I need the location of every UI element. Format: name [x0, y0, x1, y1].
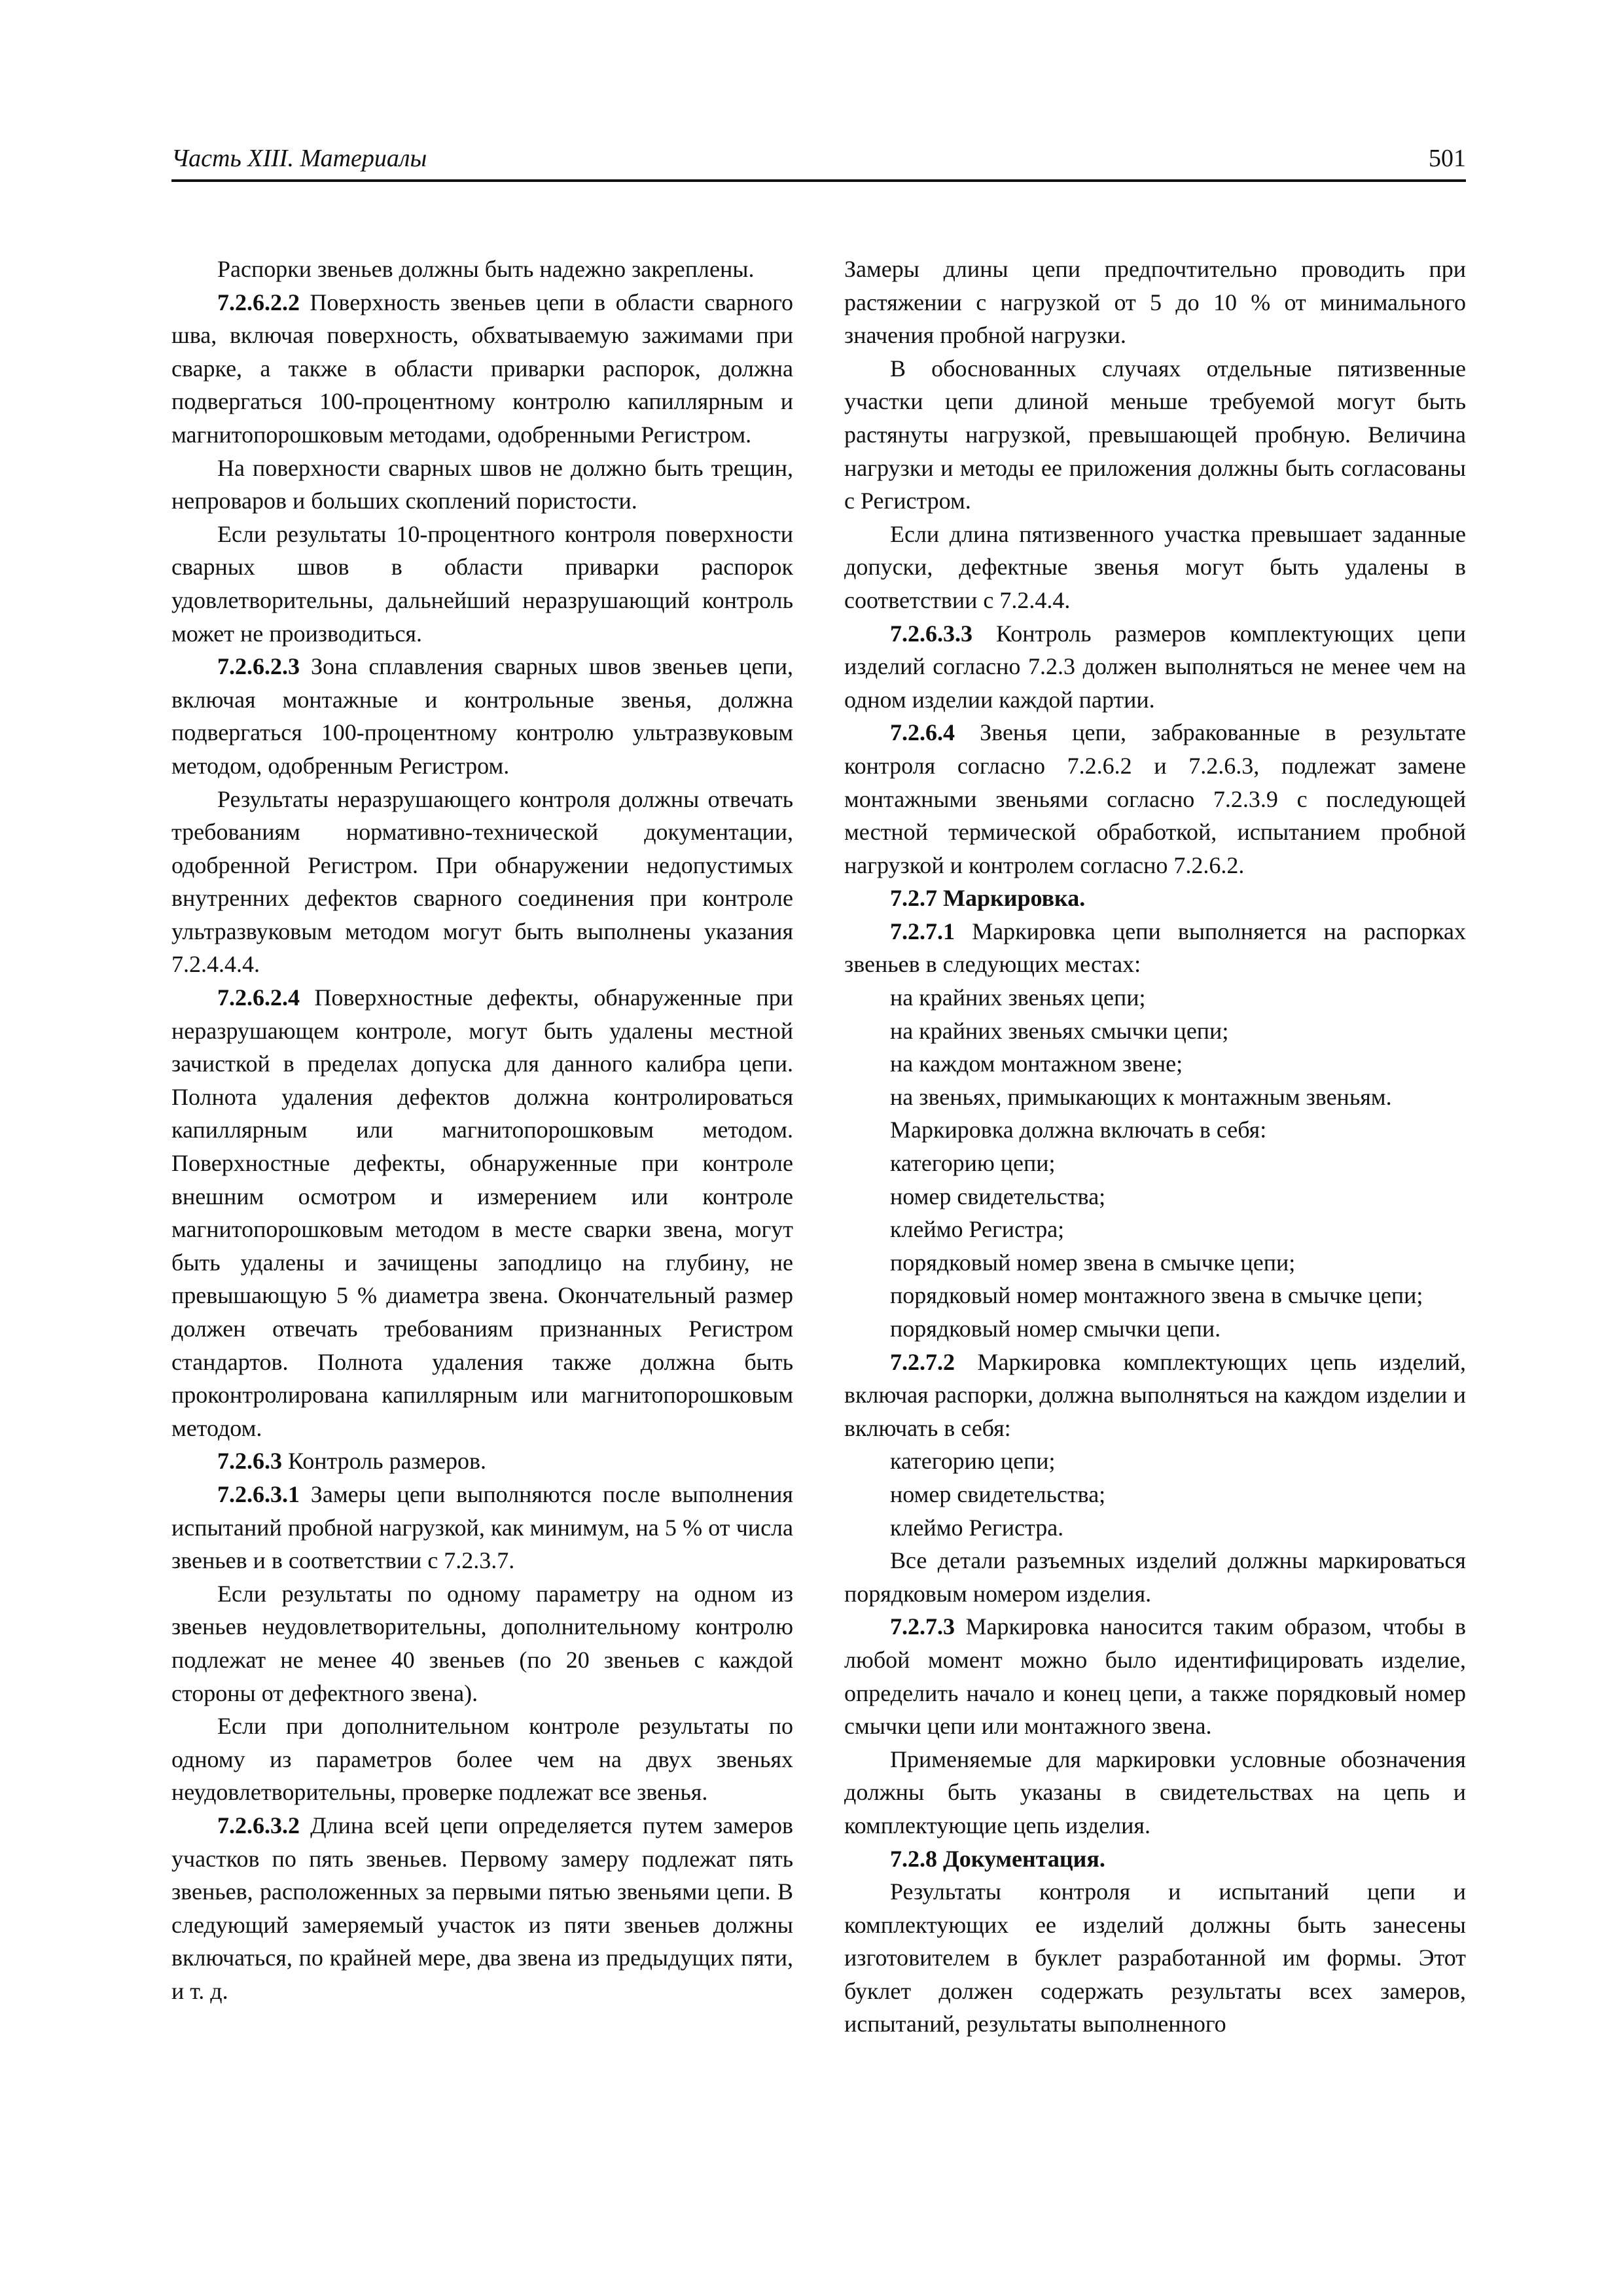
paragraph-text: на звеньях, примыкающих к монтажным звеньям.: [890, 1083, 1392, 1110]
clause-number: 7.2.6.2.2: [217, 289, 300, 315]
paragraph: [171, 1577, 793, 1710]
clause-number: 7.2.7.1: [890, 918, 955, 944]
list-item: [844, 1478, 1466, 1511]
paragraph-text: на крайних звеньях смычки цепи;: [890, 1017, 1229, 1044]
list-item: [844, 1014, 1466, 1048]
paragraph: [844, 352, 1466, 518]
paragraph: [844, 1544, 1466, 1610]
paragraph: [844, 253, 1466, 352]
paragraph-text: порядковый номер смычки цепи.: [890, 1316, 1221, 1342]
paragraph: [171, 1478, 793, 1577]
list-item: [844, 1246, 1466, 1280]
paragraph-text: на крайних звеньях цепи;: [890, 984, 1146, 1011]
paragraph-text: на каждом монтажном звене;: [890, 1050, 1183, 1077]
list-item: [844, 1147, 1466, 1180]
list-item: [844, 1113, 1466, 1147]
paragraph-text: Если результаты 10-процентного контроля поверхности сварных швов в области приварки распорок удовлетворительны, дальнейший неразрушающий контроль может не производиться.: [171, 520, 793, 647]
paragraph: [171, 783, 793, 982]
clause-number: 7.2.6.2.4: [217, 984, 300, 1011]
paragraph: [844, 915, 1466, 981]
paragraph-text: Если длина пятизвенного участка превышает заданные допуски, дефектные звенья могут быть удалены в соответствии с 7.2.4.4.: [844, 520, 1466, 613]
paragraph-text: Контроль размеров комплектующих цепи изделий согласно 7.2.3 должен выполняться не менее чем на одном изделии каждой партии.: [844, 620, 1466, 713]
paragraph-text: Все детали разъемных изделий должны маркироваться порядковым номером изделия.: [844, 1547, 1466, 1607]
paragraph: [844, 518, 1466, 617]
paragraph-text: Поверхностные дефекты, обнаруженные при неразрушающем контроле, могут быть удалены местной зачисткой в пределах допуска для данного калибра цепи. Полнота удаления дефектов должна контролироваться капиллярным или магнитопорошковым методом. Поверхностные дефекты, обнаруженные при контроле внешним осмотром и измерением или контроле магнитопорошковым методом в месте сварки звена, могут быть удалены и зачищены заподлицо на глубину, не превышающую 5 % диаметра звена. Окончательный размер должен отвечать требованиям признанных Регистром стандартов. Полнота удаления также должна быть проконтролирована капиллярным или магнитопорошковым методом.: [171, 984, 793, 1441]
paragraph: [171, 452, 793, 518]
paragraph: [844, 617, 1466, 717]
paragraph-text: категорию цепи;: [890, 1448, 1056, 1475]
paragraph: [171, 286, 793, 452]
list-item: [844, 981, 1466, 1014]
paragraph: [844, 1610, 1466, 1742]
paragraph: [171, 650, 793, 782]
paragraph: [844, 716, 1466, 882]
paragraph-text: Если при дополнительном контроле результаты по одному из параметров более чем на двух звеньях неудовлетворительны, проверке подлежат все звенья.: [171, 1713, 793, 1806]
clause-number: 7.2.6.3.2: [217, 1812, 300, 1839]
paragraph-text: Звенья цепи, забракованные в результате контроля согласно 7.2.6.2 и 7.2.6.3, подлежат замене монтажными звеньями согласно 7.2.3.9 с последующей местной термической обработкой, испытанием пробной нагрузкой и контролем согласно 7.2.6.2.: [844, 719, 1466, 878]
paragraph-text: Маркировка должна включать в себя:: [890, 1117, 1267, 1143]
paragraph-text: Поверхность звеньев цепи в области сварного шва, включая поверхность, обхватываемую зажимами при сварке, а также в области приварки распорок, должна подвергаться 100-процентному контролю капиллярным и магнитопорошковым методами, одобренными Регистром.: [171, 289, 793, 448]
paragraph: [171, 518, 793, 650]
list-item: [844, 1047, 1466, 1081]
paragraph: [844, 1346, 1466, 1445]
paragraph-text: порядковый номер монтажного звена в смычке цепи;: [890, 1282, 1423, 1309]
paragraph-text: номер свидетельства;: [890, 1183, 1106, 1210]
paragraph-text: Если результаты по одному параметру на одном из звеньев неудовлетворительны, дополнительному контролю подлежат не менее 40 звеньев (по 20 звеньев с каждой стороны от дефектного звена).: [171, 1580, 793, 1706]
paragraph: [171, 1809, 793, 2008]
paragraph-text: Зона сплавления сварных швов звеньев цепи, включая монтажные и контрольные звенья, должна подвергаться 100-процентному контролю ультразвуковым методом, одобренным Регистром.: [171, 653, 793, 779]
clause-number: 7.2.6.3.3: [890, 620, 972, 647]
paragraph: [171, 981, 793, 1444]
paragraph: [171, 253, 793, 286]
paragraph: [844, 882, 1466, 915]
paragraph-text: порядковый номер звена в смычке цепи;: [890, 1249, 1296, 1276]
left-column: [171, 253, 793, 2007]
list-item: [844, 1312, 1466, 1346]
paragraph-text: категорию цепи;: [890, 1150, 1056, 1177]
paragraph: [844, 1743, 1466, 1842]
paragraph-text: Результаты неразрушающего контроля должны отвечать требованиям нормативно-технической документации, одобренной Регистром. При обнаружении недопустимых внутренних дефектов сварного соединения при контроле ультразвуковым методом могут быть выполнены указания 7.2.4.4.4.: [171, 785, 793, 978]
page-number: 501: [1429, 145, 1466, 172]
paragraph: [844, 1081, 1466, 1114]
clause-number: 7.2.7 Маркировка.: [890, 885, 1086, 912]
paragraph: [171, 1444, 793, 1478]
paragraph: [844, 1842, 1466, 1876]
paragraph: [171, 1710, 793, 1809]
paragraph-text: В обоснованных случаях отдельные пятизвенные участки цепи длиной меньше требуемой могут быть растянуты нагрузкой, превышающей пробную. Величина нагрузки и методы ее приложения должны быть согласованы с Регистром.: [844, 355, 1466, 514]
paragraph-text: Контроль размеров.: [282, 1448, 487, 1475]
paragraph-text: Маркировка цепи выполняется на распорках звеньев в следующих местах:: [844, 918, 1466, 978]
clause-number: 7.2.6.2.3: [217, 653, 300, 680]
list-item: [844, 1511, 1466, 1545]
paragraph-text: Распорки звеньев должны быть надежно закреплены.: [217, 256, 755, 282]
paragraph-text: номер свидетельства;: [890, 1480, 1106, 1507]
list-item: [844, 1279, 1466, 1312]
paragraph-text: Маркировка наносится таким образом, чтобы в любой момент можно было идентифицировать изделие, определить начало и конец цепи, а также порядковый номер смычки цепи или монтажного звена.: [844, 1613, 1466, 1740]
right-column: [844, 253, 1466, 2041]
clause-number: 7.2.7.3: [890, 1613, 955, 1640]
list-item: [844, 1444, 1466, 1478]
clause-number: 7.2.6.3: [217, 1448, 282, 1475]
clause-number: 7.2.8 Документация.: [890, 1845, 1105, 1872]
paragraph-text: Применяемые для маркировки условные обозначения должны быть указаны в свидетельствах на цепь и комплектующие цепь изделия.: [844, 1746, 1466, 1839]
paragraph-text: клеймо Регистра;: [890, 1216, 1065, 1243]
paragraph-text: клеймо Регистра.: [890, 1514, 1064, 1541]
paragraph: [844, 1875, 1466, 2041]
paragraph-text: Длина всей цепи определяется путем замеров участков по пять звеньев. Первому замеру подлежат пять звеньев, расположенных за первыми пятью звеньями цепи. В следующий замеряемый участок из пяти звеньев должны включаться, по крайней мере, два звена из предыдущих пяти, и т. д.: [171, 1812, 793, 2004]
page-header: [171, 143, 1466, 182]
paragraph-text: Замеры длины цепи предпочтительно проводить при растяжении с нагрузкой от 5 до 10 % от минимального значения пробной нагрузки.: [844, 256, 1466, 349]
clause-number: 7.2.6.3.1: [217, 1480, 300, 1507]
paragraph-text: Маркировка комплектующих цепь изделий, включая распорки, должна выполняться на каждом изделии и включать в себя:: [844, 1348, 1466, 1441]
clause-number: 7.2.6.4: [890, 719, 955, 746]
list-item: [844, 1180, 1466, 1213]
paragraph-text: На поверхности сварных швов не должно быть трещин, непроваров и больших скоплений пористости.: [171, 454, 793, 514]
paragraph-text: Результаты контроля и испытаний цепи и комплектующих ее изделий должны быть занесены изготовителем в буклет разработанной им формы. Этот буклет должен содержать результаты всех замеров, испытаний, результаты выполненного: [844, 1878, 1466, 2037]
clause-number: 7.2.7.2: [890, 1348, 955, 1375]
list-item: [844, 1213, 1466, 1246]
paragraph-text: Замеры цепи выполняются после выполнения испытаний пробной нагрузкой, как минимум, на 5 % от числа звеньев и в соответствии с 7.2.3.7.: [171, 1480, 793, 1574]
header-title: Часть XIII. Материалы: [171, 145, 427, 172]
